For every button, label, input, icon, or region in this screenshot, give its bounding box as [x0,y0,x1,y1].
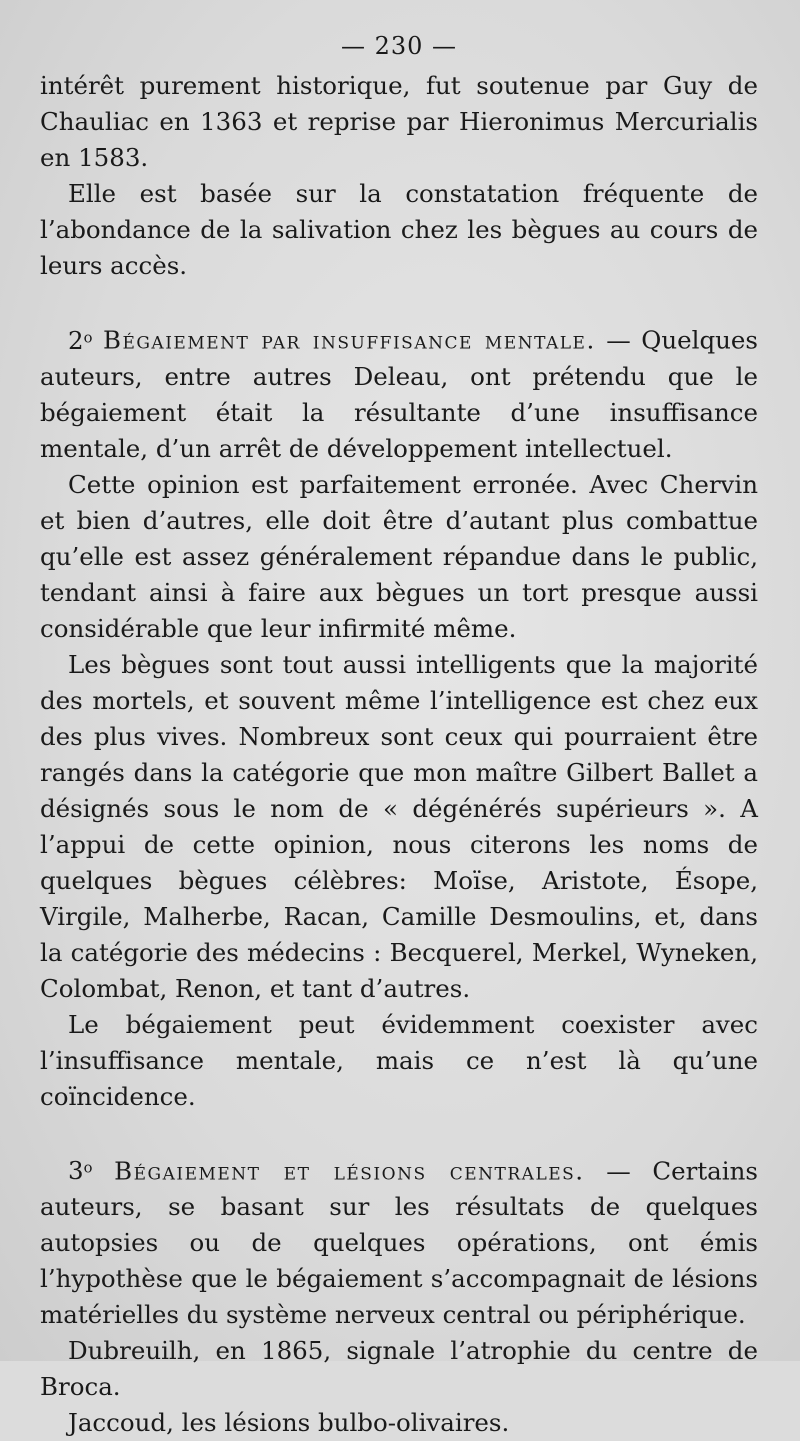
section-3-paragraph [40,1151,758,1334]
section-gap [40,1115,758,1151]
paragraph-coincidence: Le bégaiement peut évidemment coexister avec l’insuffisance mentale, mais ce n’est là qu’une coïncidence. [40,1009,758,1111]
section-3-title: Bégaiement et lésions centrales. [114,1156,585,1186]
section-2-number: 2$^o$ [68,325,93,355]
section-3-number: 3$^o$ [68,1156,93,1186]
paragraph-historical-theory: intérêt purement historique, fut soutenue par Guy de Chauliac en 1363 et reprise par Hieronimus Mercurialis en 1583. [40,71,758,172]
paragraph-jaccoud: Jaccoud, les lésions bulbo-olivaires. [68,1408,510,1438]
section-2-title: Bégaiement par insuffisance mentale. [102,325,596,355]
paragraph-opinion-erroneous: Cette opinion est parfaitement erronée. Avec Chervin et bien d’autres, elle doit être d’autant plus combattue qu’elle est assez généralement répandue dans le public, tendant ainsi à faire aux bègues un tort presque aussi considérable que leur infirmité même. [40,469,758,643]
section-gap [40,284,758,320]
section-3-text: — Certains auteurs, se basant sur les résultats de quelques autopsies ou de quelques opérations, ont émis l’hypothèse que le bégaiement s’accompagnait de lésions matérielles du système nerveux central ou périphérique. [40,1156,758,1330]
section-2-text: — Quelques auteurs, entre autres Deleau, ont prétendu que le bégaiement était la résultante d’une insuffisance mentale, d’un arrêt de développement intellectuel. [40,325,758,463]
paragraph-intelligent-stammerers: Les bègues sont tout aussi intelligents que la majorité des mortels, et souvent même l’intelligence est chez eux des plus vives. Nombreux sont ceux qui pourraient être rangés dans la catégorie que mon maître Gilbert Ballet a désignés sous le nom de « dégénérés supérieurs ». A l’appui de cette opinion, nous citerons les noms de quelques bègues célèbres: Moïse, Aristote, Ésope, Virgile, Malherbe, Racan, Camille Desmoulins, et, dans la catégorie des médecins : Becquerel, Merkel, Wyneken, Colombat, Renon, et tant d’autres. [40,649,758,1003]
page-number: — 230 — [340,32,458,60]
paragraph-dubreuilh: Dubreuilh, en 1865, signale l’atrophie du centre de Broca. [40,1336,758,1402]
paragraph-salivation: Elle est basée sur la constatation fréquente de l’abondance de la salivation chez les bègues au cours de leurs accès. [40,179,758,280]
section-2-paragraph [40,320,758,467]
